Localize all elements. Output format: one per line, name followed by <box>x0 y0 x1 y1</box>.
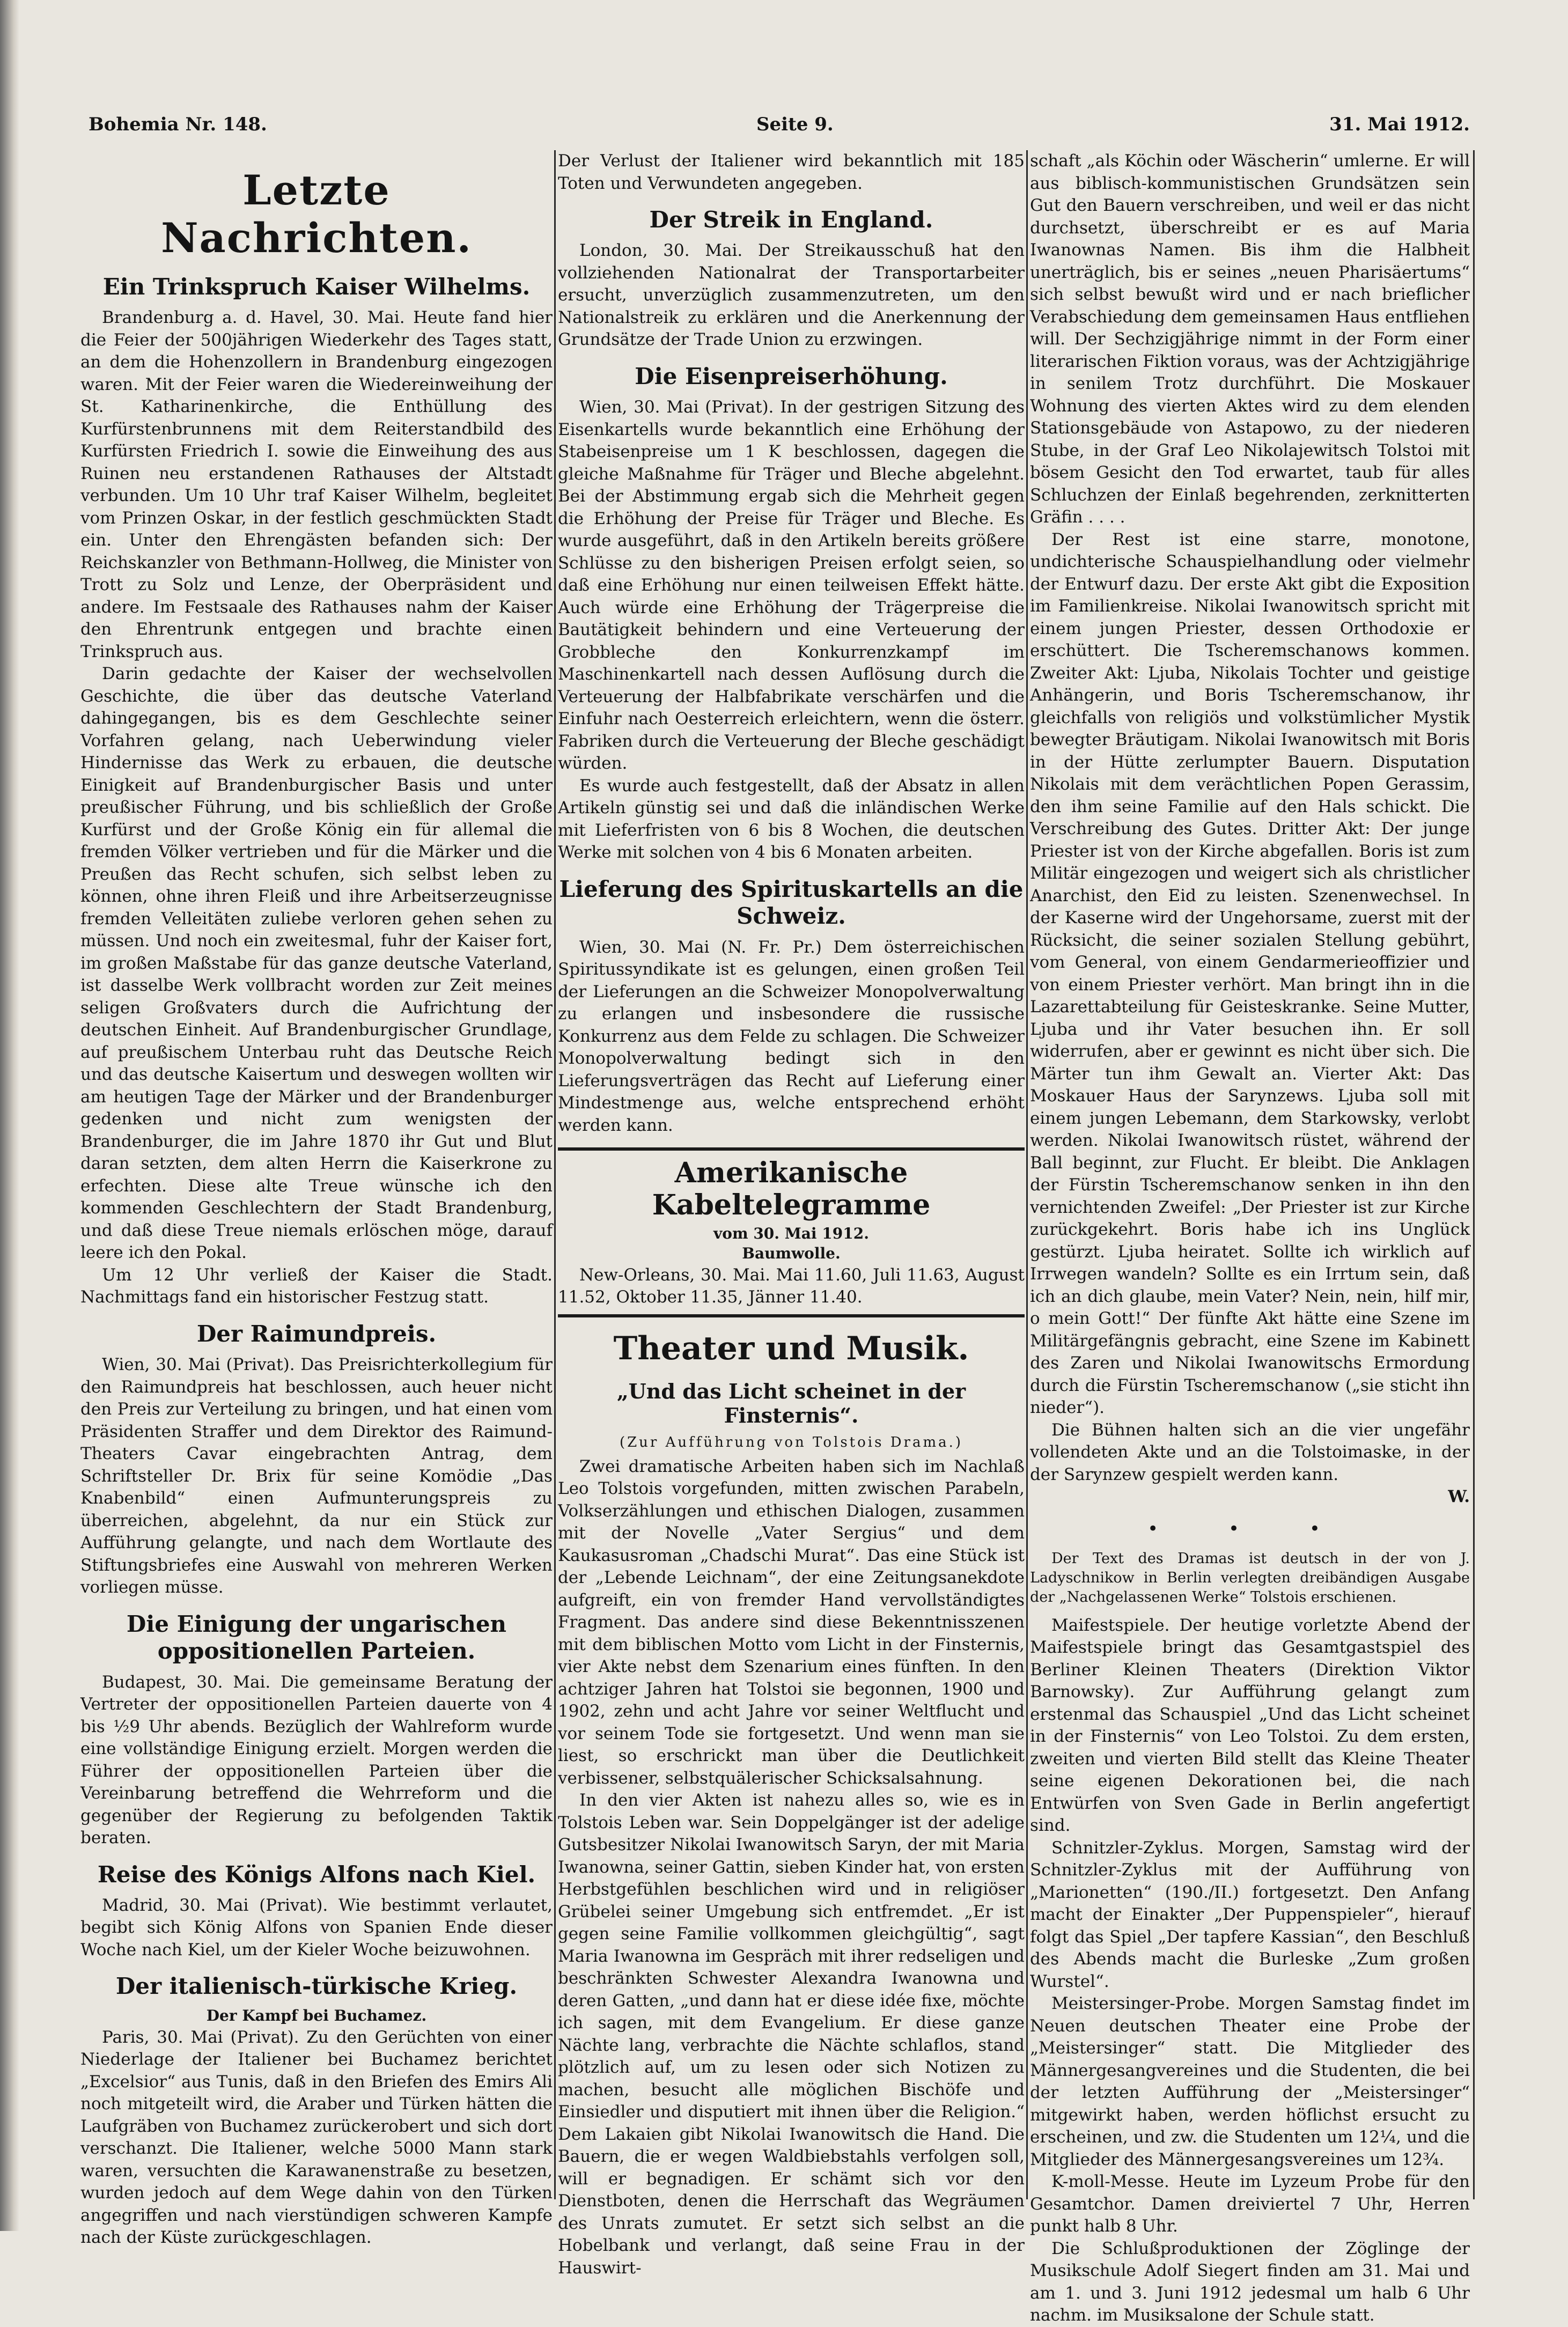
article-paragraph: Madrid, 30. Mai (Privat). Wie bestimmt verlautet, begibt sich König Alfons von Spanien Ende dieser Woche nach Kiel, um der Kieler Woche beizuwohnen. <box>80 1895 553 1960</box>
article-paragraph: Die Schlußproduktionen der Zöglinge der Musikschule Adolf Siegert finden am 31. Mai und am 1. und 3. Juni 1912 jedesmal um halb 6 Uhr nachm. im Musiksalone der Schule statt. <box>1030 2238 1470 2325</box>
article-paragraph: Der Rest ist eine starre, monotone, undichterische Schauspielhandlung oder vielmehr der Entwurf dazu. Der erste Akt gibt die Exposition im Familienkreise. Nikolai Iwanowitsch spricht mit einem jungen Priester, dessen Orthodoxie er erschüttert. Die Tscheremschanows kommen. Zweiter Akt: Ljuba, Nikolais Tochter und geistige Anhängerin, und Boris Tscheremschanow, ihr gleichfalls von religiös und volkstümlicher Mystik bewegter Bräutigam. Nikolai Iwanowitsch mit Boris in der Hütte zerlumpter Bauern. Disputation Nikolais mit dem verächtlichen Popen Gerassim, den ihm seine Familie auf den Hals schickt. Die Verschreibung des Gutes. Dritter Akt: Der junge Priester ist von der Kirche abgefallen. Boris ist zum Militär eingezogen und weigert sich als christlicher Anarchist, den Eid zu leisten. Szenenwechsel. In der Kaserne wird der Ungehorsame, zuerst mit der Rücksicht, die seiner sozialen Stellung gebührt, vom General, von einem Gendarmerieoffizier und von einem Priester verhört. Man bringt ihn in die Lazarettabteilung für Geisteskranke. Seine Mutter, Ljuba und ihr Vater besuchen ihn. Er soll widerrufen, aber er gewinnt es nicht über sich. Die Märter tun ihm Gewalt an. Vierter Akt: Das Moskauer Haus der Sarynzews. Ljuba soll mit einem jungen Lebemann, dem Starkowsky, verlobt werden. Nikolai Iwanowitsch rüstet, während der Ball beginnt, zur Flucht. Er bleibt. Die Anklagen der Fürstin Tscheremschanow senken in ihn den vernichtenden Zweifel: „Der Priester ist zur Kirche zurückgekehrt. Boris habe ich ins Unglück gestürzt. Ljuba heiratet. Sollte ich wirklich auf Irrwegen wandeln? Sollte es ein Irrtum sein, daß ich an dich glaube, mein Vater? Nein, nein, hilf mir, o mein Gott!“ Der fünfte Akt hätte eine Szene im Militärgefängnis gebracht, eine Szene im Kabinett des Zaren und Nikolai Iwanowitschs Ermordung durch die Fürstin Tscheremschanow („sie sticht ihn nieder“). <box>1030 529 1470 1417</box>
article-title: Lieferung des Spirituskartells an die Schweiz. <box>559 875 1024 930</box>
article-paragraph: Zwei dramatische Arbeiten haben sich im Nachlaß Leo Tolstois vorgefunden, mitten zwischen Parabeln, Volkserzählungen und ethischen Dialogen, zusammen mit der Novelle „Vater Sergius“ und dem Kaukasusroman „Chadschi Murat“. Das eine Stück ist der „Lebende Leichnam“, der eine Zeitungsanekdote aufgreift, ein von fremder Hand vervollständigtes Fragment. Das andere sind diese Bekenntnisszenen mit dem biblischen Motto vom Licht in der Finsternis, vier Akte nebst dem Szenarium eines fünften. In den achtziger Jahren hat Tolstoi sie begonnen, 1900 und 1902, zehn und acht Jahre vor seiner Weltflucht und vor seinem Tode sie fortgesetzt. Und wenn man sie liest, so erschrickt man über die Deutlichkeit verbissener, selbstquälerischer Schicksalsahnung. <box>558 1456 1025 1788</box>
article-title: Reise des Königs Alfons nach Kiel. <box>97 1861 536 1888</box>
footnote: Der Text des Dramas ist deutsch in der von J. Ladyschnikow in Berlin verlegten dreibändigen Ausgabe der „Nachgelassenen Werke“ Tolstois erschienen. <box>1030 1550 1470 1606</box>
article-title: Der Streik in England. <box>649 207 933 233</box>
page-edge-shadow <box>0 0 19 2231</box>
article-title: Die Eisenpreiserhöhung. <box>635 363 948 389</box>
article-title: Die Einigung der ungarischen oppositionellen Parteien. <box>126 1610 507 1665</box>
article-paragraph: In den vier Akten ist nahezu alles so, wie es in Tolstois Leben war. Sein Doppelgänger ist der adelige Gutsbesitzer Nikolai Iwanowitsch Saryn, der mit Maria Iwanowna, seiner Gattin, sieben Kinder hat, von ersten Herbstgefühlen beschlichen wird und in religiöser Grübelei seiner Umgebung sich entfremdet. „Er ist gegen seine Familie vollkommen gleichgültig“, sagt Maria Iwanowna im Gespräch mit ihrer redseligen und beschränkten Schwester Alexandra Iwanowna und deren Gatten, „und dann hat er diese idée fixe, möchte ich sagen, mit dem Evangelium. Er diese ganze Nächte lang, verbrachte die Nächte schlaflos, stand plötzlich auf, um zu lesen oder sich Notizen zu machen, besucht alle möglichen Bischöfe und Einsiedler und disputiert mit ihnen über die Religion.“ Dem Lakaien gibt Nikolai Iwanowitsch die Hand. Die Bauern, die er wegen Waldbiebstahls verfolgen soll, will er begnadigen. Er schämt sich vor den Dienstboten, denen die Herrschaft das Wegräumen des Unrats zumutet. Er setzt sich selbst an die Hobelbank und verlangt, daß seine Frau in der Hauswirt- <box>558 1791 1025 2278</box>
column-rule <box>1026 150 1028 2199</box>
author-signature: W. <box>1448 1487 1470 1506</box>
column-3 <box>1030 150 1470 2325</box>
column-1 <box>80 150 553 2248</box>
article-paragraph: Wien, 30. Mai (Privat). In der gestrigen Sitzung des Eisenkartells wurde bekanntlich eine Erhöhung der Stabeisenpreise um 1 K beschlossen, dagegen die gleiche Maßnahme für Träger und Bleche abgelehnt. Bei der Abstimmung ergab sich die Mehrheit gegen die Erhöhung der Preise für Träger und Bleche. Es wurde ausgeführt, daß in den Artikeln bereits größere Schlüsse zu den bisherigen Preisen erfolgt seien, so daß eine Erhöhung nur einen teilweisen Effekt hätte. Auch würde eine Erhöhung der Trägerpreise die Bautätigkeit behindern und eine Verteuerung der Grobbleche den Konkurrenzkampf im Maschinenkartell nach dessen Auflösung durch die Verteuerung der Halbfabrikate verschärfen und die Einfuhr nach Oesterreich erleichtern, wenn die österr. Fabriken durch die Verteuerung der Bleche geschädigt würden. <box>558 397 1025 774</box>
article-title: Der Raimundpreis. <box>196 1320 437 1347</box>
article-title: Ein Trinkspruch Kaiser Wilhelms. <box>102 274 531 300</box>
article-paragraph: Brandenburg a. d. Havel, 30. Mai. Heute fand hier die Feier der 500jährigen Wiederkehr des Tages statt, an dem die Hohenzollern in Brandenburg eingezogen waren. Mit der Feier waren die Wiedereinweihung der St. Katharinenkirche, die Enthüllung des Kurfürstenbrunnens mit dem Reiterstandbild des Kurfürsten Friedrich I. sowie die Einweihung des aus Ruinen neu erstandenen Rathauses der Altstadt verbunden. Um 10 Uhr traf Kaiser Wilhelm, begleitet vom Prinzen Oskar, in der festlich geschmückten Stadt ein. Unter den Ehrengästen befanden sich: Der Reichskanzler von Bethmann-Hollweg, die Minister von Trott zu Solz und Lenze, der Oberpräsident und andere. Im Festsaale des Rathauses nahm der Kaiser den Ehrentrunk entgegen und brachte einen Trinkspruch aus. <box>80 308 553 661</box>
section-title: Letzte Nachrichten. <box>161 166 472 262</box>
article-paragraph: Die Bühnen halten sich an die vier ungefähr vollendeten Akte und an die Tolstoimaske, in der der Sarynzew gespielt werden kann. <box>1030 1420 1470 1484</box>
cable-telegram-box <box>558 1147 1025 1317</box>
column-2 <box>558 150 1025 2278</box>
article-subtitle: Baumwolle. <box>742 1244 841 1262</box>
article-paragraph: Der Verlust der Italiener wird bekanntlich mit 185 Toten und Verwundeten angegeben. <box>558 151 1025 193</box>
column-rule <box>1473 150 1475 2199</box>
column-rule <box>554 150 556 2199</box>
article-subtitle: vom 30. Mai 1912. <box>713 1224 869 1242</box>
article-paragraph: schaft „als Köchin oder Wäscherin“ umlerne. Er will aus biblisch-kommunistischen Grundsätzen sein Gut den Bauern verschreiben, und weil er das nicht durchsetzt, überschreibt er es auf Maria Iwanownas Namen. Bis ihm die Halbheit unerträglich, bis er seines „neuen Pharisäertums“ sich selbst bewußt wird und er nach brieflicher Verabschiedung dem gemeinsamen Haus entfliehen will. Der Sechzigjährige nimmt in der Form einer literarischen Fiktion voraus, was der Achtzigjährige in senilem Trotz durchführt. Die Moskauer Wohnung des vierten Aktes wird zu dem elenden Stationsgebäude von Astapowo, zu der niederen Stube, in der Graf Leo Nikolajewitsch Tolstoi mit bösem Gesicht den Tod erwartet, taub für alles Schluchzen der Einlaß begehrenden, zerknitterten Gräfin . . . . <box>1030 151 1470 527</box>
article-paragraph: Meistersinger-Probe. Morgen Samstag findet im Neuen deutschen Theater eine Probe der „Meistersinger“ statt. Die Mitglieder des Männergesangvereines und die Studenten, die bei der letzten Aufführung der „Meistersinger“ mitgewirkt haben, werden höflichst ersucht zu erscheinen, und zw. die Studenten um 12¼, und die Mitglieder des Männergesangsvereines um 12¾. <box>1030 1994 1470 2169</box>
article-paragraph: Darin gedachte der Kaiser der wechselvollen Geschichte, die über das deutsche Vaterland dahingegangen, bis es dem Geschlechte seiner Vorfahren gelang, nach Ueberwindung vieler Hindernisse das Werk zu erbauen, die deutsche Einigkeit auf Brandenburgischer Basis und unter preußischer Führung, und bis schließlich der Große Kurfürst und der Große König ein für allemal die fremden Völker vertrieben und für die Märker und die Preußen das Recht schufen, sich selbst leben zu können, ohne ihren Fleiß und ihre Arbeitserzeugnisse fremden Velleitäten zuliebe verloren gehen sehen zu müssen. Und noch ein zweitesmal, fuhr der Kaiser fort, im großen Maßstabe für das ganze deutsche Vaterland, ist dasselbe Werk vollbracht worden zur Zeit meines seligen Großvaters durch die Aufrichtung der deutschen Einheit. Auf Brandenburgischer Grundlage, auf preußischem Unterbau ruht das Deutsche Reich und das deutsche Kaisertum und deswegen wollten wir am heutigen Tage der Märker und der Brandenburger gedenken und nicht zum wenigsten der Brandenburger, die im Jahre 1870 ihr Gut und Blut daran setzten, dem alten Herrn die Kaiserkrone zu erfechten. Diese alte Treue wünsche ich den kommenden Geschlechtern der Stadt Brandenburg, und daß diese Treue niemals erlöschen möge, darauf leere ich den Pokal. <box>80 664 553 1263</box>
header-newspaper-issue: Bohemia Nr. 148. <box>89 114 267 135</box>
article-subtitle: (Zur Aufführung von Tolstois Drama.) <box>619 1434 963 1450</box>
article-title: „Und das Licht scheinet in der Finsternis“. <box>616 1379 966 1428</box>
article-title: Der italienisch-türkische Krieg. <box>115 1973 518 2000</box>
separator-dots: • • • <box>1147 1518 1352 1540</box>
article-paragraph: Um 12 Uhr verließ der Kaiser die Stadt. Nachmittags fand ein historischer Festzug statt. <box>80 1265 553 1307</box>
article-paragraph: New-Orleans, 30. Mai. Mai 11.60, Juli 11.63, August 11.52, Oktober 11.35, Jänner 11.40. <box>558 1265 1025 1307</box>
section-title: Theater und Musik. <box>613 1329 969 1367</box>
article-paragraph: Budapest, 30. Mai. Die gemeinsame Beratung der Vertreter der oppositionellen Parteien dauerte von 4 bis ½9 Uhr abends. Bezüglich der Wahlreform wurde eine vollständige Einigung erzielt. Morgen werden die Führer der oppositionellen Parteien über die Vereinbarung betreffend die Wehrreform und die gegenüber der Regierung zu befolgenden Taktik beraten. <box>80 1672 553 1848</box>
header-page-number: Seite 9. <box>756 114 834 135</box>
article-title: Amerikanische Kabeltelegramme <box>652 1157 931 1221</box>
article-paragraph: K-moll-Messe. Heute im Lyzeum Probe für den Gesamtchor. Damen dreiviertel 7 Uhr, Herren punkt halb 8 Uhr. <box>1030 2172 1470 2236</box>
article-subtitle: Der Kampf bei Buchamez. <box>206 2006 427 2024</box>
article-paragraph: London, 30. Mai. Der Streikausschuß hat den vollziehenden Nationalrat der Transportarbeiter ersucht, unverzüglich zusammenzutreten, um den Nationalstreik zu erklären und die Anerkennung der Grundsätze der Trade Union zu erzwingen. <box>558 241 1025 350</box>
article-paragraph: Wien, 30. Mai (N. Fr. Pr.) Dem österreichischen Spiritussyndikate ist es gelungen, einen großen Teil der Lieferungen an die Schweizer Monopolverwaltung zu erlangen und insbesondere die russische Konkurrenz aus dem Felde zu schlagen. Die Schweizer Monopolverwaltung bedingt sich in den Lieferungsverträgen das Recht auf Lieferung einer Mindestmenge aus, welche entsprechend erhöht werden kann. <box>558 937 1025 1135</box>
article-paragraph: Schnitzler-Zyklus. Morgen, Samstag wird der Schnitzler-Zyklus mit der Aufführung von „Marionetten“ (190./II.) fortgesetzt. Den Anfang macht der Einakter „Der Puppenspieler“, hierauf folgt das Spiel „Der tapfere Kassian“, den Beschluß des Abends macht die Burleske „Zum großen Wurstel“. <box>1030 1838 1470 1991</box>
article-paragraph: Wien, 30. Mai (Privat). Das Preisrichterkollegium für den Raimundpreis hat beschlossen, auch heuer nicht den Preis zur Verteilung zu bringen, und hat einen vom Präsidenten Straffer und dem Direktor des Raimund-Theaters Cavar eingebrachten Antrag, dem Schriftsteller Dr. Brix für seine Komödie „Das Knabenbild“ einen Aufmunterungspreis zu überreichen, abgelehnt, da nur ein Stück zur Aufführung gelangte, und nach dem Wortlaute des Stiftungsbriefes eine Auswahl von mehreren Werken vorliegen müsse. <box>80 1355 553 1597</box>
article-paragraph: Es wurde auch festgestellt, daß der Absatz in allen Artikeln günstig sei und daß die inländischen Werke mit Lieferfristen von 6 bis 8 Wochen, die deutschen Werke mit solchen von 4 bis 6 Monaten arbeiten. <box>558 776 1025 863</box>
header-date: 31. Mai 1912. <box>1329 114 1470 135</box>
article-paragraph: Maifestspiele. Der heutige vorletzte Abend der Maifestspiele bringt das Gesamtgastspiel des Berliner Kleinen Theaters (Direktion Viktor Barnowsky). Zur Aufführung gelangt zum erstenmal das Schauspiel „Und das Licht scheinet in der Finsternis“ von Leo Tolstoi. Zu dem ersten, zweiten und vierten Bild stellt das Kleine Theater seine eigenen Dekorationen bei, die nach Entwürfen von Sven Gade in Berlin angefertigt sind. <box>1030 1615 1470 1835</box>
article-paragraph: Paris, 30. Mai (Privat). Zu den Gerüchten von einer Niederlage der Italiener bei Buchamez berichtet „Excelsior“ aus Tunis, daß in den Briefen des Emirs Ali noch mitgeteilt wird, die Araber und Türken hätten die Laufgräben von Buchamez zurückerobert und sich dort verschanzt. Die Italiener, welche 5000 Mann stark waren, versuchten die Karawanenstraße zu besetzen, wurden jedoch auf dem Wege dahin von den Türken angegriffen und nach vierstündigen schweren Kampfe nach der Küste zurückgeschlagen. <box>80 2027 553 2248</box>
page-header <box>89 107 1470 139</box>
